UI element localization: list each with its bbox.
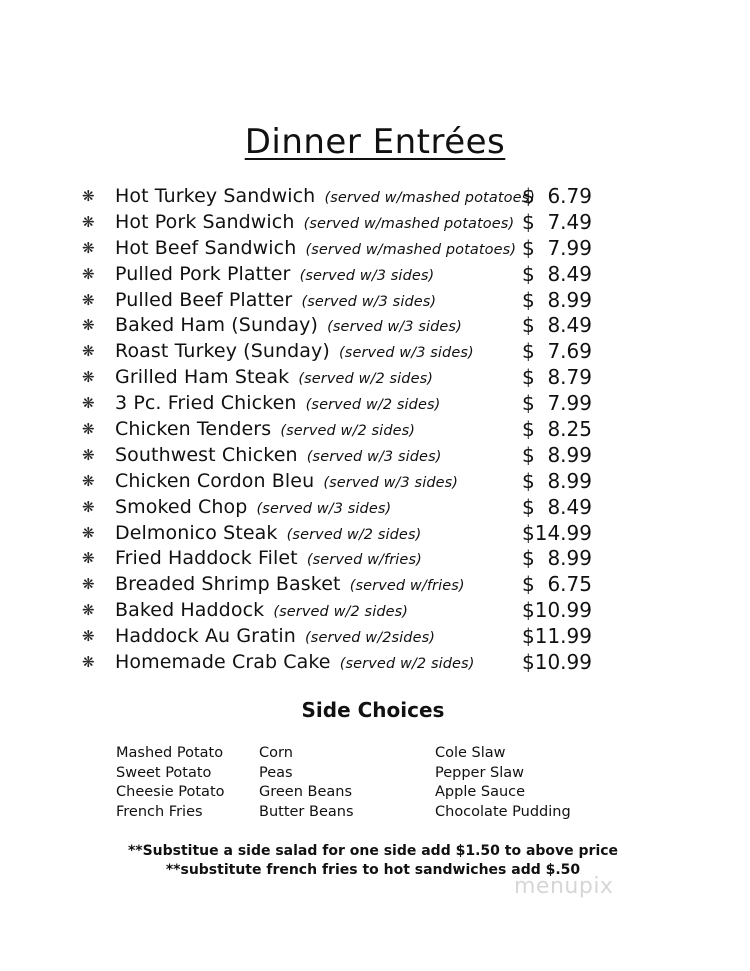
menu-item — [78, 443, 638, 469]
menu-item — [78, 236, 638, 262]
sides-column-3 — [435, 744, 571, 822]
menu-item-name — [115, 650, 474, 678]
menu-item-title: Grilled Ham Steak — [115, 366, 290, 389]
menu-item-name — [115, 443, 442, 471]
menu-item-name — [115, 184, 535, 212]
menu-item-name — [115, 288, 436, 316]
menu-item-price: $ 8.49 — [522, 313, 592, 338]
sides-heading: Side Choices — [301, 698, 445, 722]
menu-item-note: (served w/mashed potatoes) — [305, 241, 517, 258]
menu-item-price: $ 8.49 — [522, 494, 592, 519]
menu-item-title: Baked Ham (Sunday) — [115, 314, 318, 337]
menu-item-title: Roast Turkey (Sunday) — [115, 340, 330, 363]
menu-item-note: (served w/3 sides) — [306, 448, 442, 465]
asterisk-bullet-icon: ❋ — [82, 549, 95, 568]
menu-item-title: Breaded Shrimp Basket — [115, 573, 341, 596]
menu-item — [78, 546, 638, 572]
menu-item — [78, 495, 638, 521]
side-item: Sweet Potato — [116, 764, 212, 781]
side-item: Chocolate Pudding — [435, 803, 571, 820]
menu-item-price: $11.99 — [522, 624, 592, 649]
menu-item — [78, 598, 638, 624]
asterisk-bullet-icon: ❋ — [82, 445, 95, 464]
menu-item-price: $ 8.79 — [522, 365, 592, 390]
menu-item-price: $10.99 — [522, 598, 592, 623]
menu-item-price: $ 8.99 — [522, 442, 592, 467]
menu-item-price: $ 8.99 — [522, 468, 592, 493]
menu-item-name — [115, 365, 433, 393]
side-item: Mashed Potato — [116, 745, 224, 761]
menu-item-name — [115, 572, 465, 600]
menu-item-name — [115, 521, 421, 549]
sides-column-2 — [259, 744, 354, 822]
menu-item-title: Hot Beef Sandwich — [115, 236, 297, 259]
menu-item-price: $ 6.75 — [522, 572, 592, 597]
footnote-fries: **substitute french fries to hot sandwiches add $.50 — [165, 862, 581, 878]
menu-item — [78, 288, 638, 314]
menu-item-price: $ 7.69 — [522, 339, 592, 364]
side-item: Butter Beans — [259, 803, 354, 820]
menu-item-note: (served w/2 sides) — [305, 397, 441, 414]
menu-item — [78, 210, 638, 236]
menu-item-name — [115, 236, 516, 264]
side-item: Apple Sauce — [435, 784, 526, 800]
menu-item — [78, 184, 638, 210]
menu-item-price: $ 8.99 — [522, 287, 592, 312]
menu-item-note: (served w/2 sides) — [298, 371, 434, 388]
menu-item-name — [115, 339, 474, 367]
asterisk-bullet-icon: ❋ — [82, 653, 95, 672]
asterisk-bullet-icon: ❋ — [82, 523, 95, 542]
menu-item-name — [115, 313, 462, 341]
menu-item — [78, 391, 638, 417]
menu-item — [78, 417, 638, 443]
asterisk-bullet-icon: ❋ — [82, 420, 95, 439]
menu-item-title: Chicken Cordon Bleu — [115, 469, 315, 492]
menu-item-note: (served w/3 sides) — [323, 474, 459, 491]
menu-item-price: $14.99 — [522, 520, 592, 545]
menu-item-price: $ 7.99 — [522, 235, 592, 260]
menu-item-price: $ 7.99 — [522, 391, 592, 416]
entree-list — [78, 184, 638, 676]
asterisk-bullet-icon: ❋ — [82, 368, 95, 387]
menu-item-title: Hot Turkey Sandwich — [115, 185, 316, 207]
side-item: Corn — [259, 745, 293, 761]
menu-item-note: (served w/2sides) — [305, 630, 436, 647]
menu-item — [78, 469, 638, 495]
menu-item-note: (served w/2 sides) — [280, 423, 416, 440]
menu-item — [78, 650, 638, 676]
menu-item-name — [115, 210, 514, 238]
menu-item-name — [115, 624, 435, 652]
menu-item-price: $ 6.79 — [522, 184, 592, 208]
menu-item-title: Pulled Pork Platter — [115, 262, 291, 285]
asterisk-bullet-icon: ❋ — [82, 471, 95, 490]
menu-item-note: (served w/3 sides) — [299, 267, 435, 284]
menu-item-note: (served w/fries) — [306, 552, 422, 569]
menu-item-title: Chicken Tenders — [115, 418, 272, 441]
menu-item-price: $ 8.49 — [522, 261, 592, 286]
asterisk-bullet-icon: ❋ — [82, 342, 95, 361]
menu-item — [78, 313, 638, 339]
menu-item — [78, 624, 638, 650]
asterisk-bullet-icon: ❋ — [82, 627, 95, 646]
menu-item-title: Pulled Beef Platter — [115, 288, 293, 311]
asterisk-bullet-icon: ❋ — [82, 187, 95, 205]
asterisk-bullet-icon: ❋ — [82, 601, 95, 620]
menu-item-name — [115, 469, 458, 497]
menu-item-note: (served w/3 sides) — [301, 293, 437, 310]
asterisk-bullet-icon: ❋ — [82, 238, 95, 257]
side-item: Pepper Slaw — [435, 764, 525, 781]
menu-item — [78, 262, 638, 288]
menu-item-note: (served w/fries) — [349, 578, 465, 595]
asterisk-bullet-icon: ❋ — [82, 316, 95, 335]
menu-item-name — [115, 546, 422, 574]
menu-item — [78, 521, 638, 547]
footnotes — [0, 842, 746, 880]
menu-item-price: $ 8.99 — [522, 546, 592, 571]
asterisk-bullet-icon: ❋ — [82, 497, 95, 516]
side-item: Peas — [259, 764, 293, 781]
menu-item-note: (served w/3 sides) — [327, 319, 462, 336]
menu-item-title: Southwest Chicken — [115, 443, 298, 466]
side-item: Cole Slaw — [435, 745, 506, 761]
menu-item-title: Smoked Chop — [115, 495, 248, 518]
menu-item-price: $ 7.49 — [522, 209, 592, 234]
menu-item-name — [115, 391, 440, 419]
menu-item — [78, 339, 638, 365]
menu-item-title: Homemade Crab Cake — [115, 651, 331, 674]
menu-item-name — [115, 417, 415, 445]
menu-item-title: Baked Haddock — [115, 599, 265, 622]
menu-item-note: (served w/2 sides) — [339, 656, 475, 673]
asterisk-bullet-icon: ❋ — [82, 212, 95, 231]
asterisk-bullet-icon: ❋ — [82, 394, 95, 413]
watermark-logo: menupix — [514, 874, 614, 899]
menu-item-note: (served w/2 sides) — [286, 526, 422, 543]
menu-item-note: (served w/mashed potatoes) — [303, 215, 515, 232]
menu-item — [78, 572, 638, 598]
page-title — [0, 122, 750, 162]
menu-item-title: 3 Pc. Fried Chicken — [115, 392, 297, 415]
menu-item-note: (served w/2 sides) — [273, 604, 409, 621]
menu-item-name — [115, 495, 391, 523]
menu-item-name — [115, 598, 408, 626]
asterisk-bullet-icon: ❋ — [82, 575, 95, 594]
side-item: Green Beans — [259, 784, 353, 800]
menu-item-note: (served w/mashed potatoes) — [324, 190, 536, 206]
menu-item-note: (served w/3 sides) — [256, 500, 392, 517]
menu-item-title: Hot Pork Sandwich — [115, 210, 295, 233]
sides-column-1 — [116, 744, 225, 822]
menu-item — [78, 365, 638, 391]
asterisk-bullet-icon: ❋ — [82, 290, 95, 309]
menu-item-price: $ 8.25 — [522, 417, 592, 442]
footnote-salad: **Substitue a side salad for one side add $1.50 to above price — [127, 843, 619, 859]
asterisk-bullet-icon: ❋ — [82, 264, 95, 283]
menu-item-title: Fried Haddock Filet — [115, 547, 298, 570]
menu-item-title: Haddock Au Gratin — [115, 625, 296, 648]
side-item: French Fries — [116, 803, 203, 820]
menu-item-title: Delmonico Steak — [115, 521, 278, 544]
side-item: Cheesie Potato — [116, 784, 225, 800]
menu-item-price: $10.99 — [522, 650, 592, 675]
menu-item-note: (served w/3 sides) — [339, 345, 474, 362]
menu-item-name — [115, 262, 434, 290]
title-text: Dinner Entrées — [244, 122, 506, 162]
